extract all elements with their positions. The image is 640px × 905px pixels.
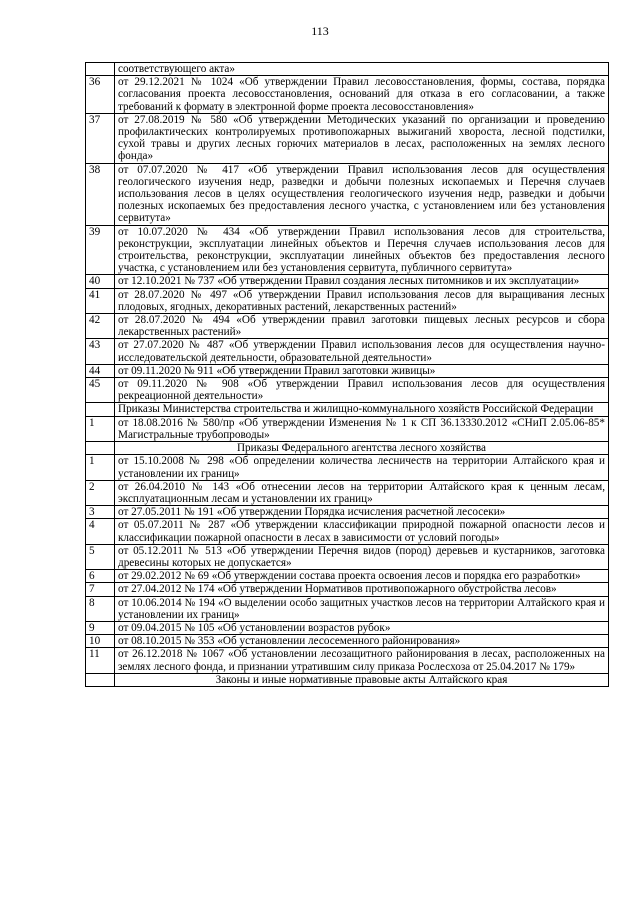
table-row (86, 519, 609, 544)
row-number: 6 (86, 570, 115, 583)
act-description: от 08.10.2015 № 353 «Об установлении лесосеменного районирования» (115, 635, 609, 648)
row-number: 41 (86, 288, 115, 313)
table-row (86, 288, 609, 313)
table-row (86, 570, 609, 583)
act-description: от 07.07.2020 № 417 «Об утверждении Правил использования лесов для осуществления геологического изучения недр, разведки и добычи полезных ископаемых и Перечня случаев использования лесов в целях осуществления геологического изучения недр, разведки и добычи полезных ископаемых без предоставления лесного участка, с установлением или без установления сервитута» (115, 163, 609, 225)
row-number: 4 (86, 519, 115, 544)
table-row (86, 403, 609, 416)
row-number: 36 (86, 76, 115, 114)
table-row (86, 275, 609, 288)
act-description: от 27.05.2011 № 191 «Об утверждении Порядка исчисления расчетной лесосеки» (115, 506, 609, 519)
row-number: 40 (86, 275, 115, 288)
table-row (86, 544, 609, 569)
act-description: от 27.08.2019 № 580 «Об утверждении Методических указаний по организации и проведению профилактических контролируемых противопожарных выжиганий хвороста, лесной подстилки, сухой травы и других лесных горючих материалов в лесах, расположенных на землях лесного фонда» (115, 113, 609, 163)
section-heading: Приказы Федерального агентства лесного хозяйства (115, 442, 609, 455)
act-description: от 05.12.2011 № 513 «Об утверждении Перечня видов (пород) деревьев и кустарников, заготовка древесины которых не допускается» (115, 544, 609, 569)
table-row (86, 76, 609, 114)
table-row (86, 314, 609, 339)
table-row (86, 635, 609, 648)
table-row (86, 621, 609, 634)
table-row (86, 378, 609, 403)
act-description: от 26.04.2010 № 143 «Об отнесении лесов на территории Алтайского края к ценным лесам, эксплуатационным лесам и установлении их границ» (115, 480, 609, 505)
row-number: 43 (86, 339, 115, 364)
row-number: 11 (86, 648, 115, 673)
act-description: от 26.12.2018 № 1067 «Об установлении лесозащитного районирования в лесах, расположенных на землях лесного фонда, и признании утратившим силу приказа Рослесхоза от 25.04.2017 № 179» (115, 648, 609, 673)
row-number (86, 63, 115, 76)
row-number: 7 (86, 583, 115, 596)
act-description: от 05.07.2011 № 287 «Об утверждении классификации природной пожарной опасности лесов и классификации пожарной опасности в лесах в зависимости от условий погоды» (115, 519, 609, 544)
act-description: от 10.06.2014 № 194 «О выделении особо защитных участков лесов на территории Алтайского края и установлении их границ» (115, 596, 609, 621)
row-number: 1 (86, 455, 115, 480)
row-number: 37 (86, 113, 115, 163)
act-description: от 29.02.2012 № 69 «Об утверждении состава проекта освоения лесов и порядка его разработки» (115, 570, 609, 583)
row-number: 9 (86, 621, 115, 634)
row-number: 38 (86, 163, 115, 225)
page-number: 113 (311, 24, 329, 38)
section-heading-row (86, 673, 609, 686)
table-row (86, 480, 609, 505)
act-description: Приказы Министерства строительства и жилищно-коммунального хозяйств Российской Федерации (115, 403, 609, 416)
act-description: от 27.04.2012 № 174 «Об утверждении Нормативов противопожарного обустройства лесов» (115, 583, 609, 596)
legal-acts-table-body (86, 63, 609, 687)
row-number: 42 (86, 314, 115, 339)
act-description: от 09.11.2020 № 908 «Об утверждении Правил использования лесов для осуществления рекреационной деятельности» (115, 378, 609, 403)
act-description: от 28.07.2020 № 494 «Об утверждении правил заготовки пищевых лесных ресурсов и сбора лекарственных растений» (115, 314, 609, 339)
table-row (86, 583, 609, 596)
table-row (86, 596, 609, 621)
act-description: от 18.08.2016 № 580/пр «Об утверждении Изменения № 1 к СП 36.13330.2012 «СНиП 2.05.06-85* Магистральные трубопроводы» (115, 416, 609, 441)
row-number (86, 673, 115, 686)
act-description: от 10.07.2020 № 434 «Об утверждении Правил использования лесов для строительства, реконструкции, эксплуатации линейных объектов и Перечня случаев использования лесов для строительства, реконструкции, эксплуатации линейных объектов без предоставления лесного участка, с установлением или без установления сервитута, публичного сервитута» (115, 225, 609, 275)
table-row (86, 339, 609, 364)
act-description: от 15.10.2008 № 298 «Об определении количества лесничеств на территории Алтайского края и установлении их границ» (115, 455, 609, 480)
table-row (86, 506, 609, 519)
table-row (86, 225, 609, 275)
table-row (86, 163, 609, 225)
table-row (86, 455, 609, 480)
section-heading: Законы и иные нормативные правовые акты Алтайского края (115, 673, 609, 686)
row-number: 45 (86, 378, 115, 403)
table-row (86, 364, 609, 377)
legal-acts-table (85, 62, 609, 687)
row-number: 44 (86, 364, 115, 377)
act-description: соответствующего акта» (115, 63, 609, 76)
row-number (86, 442, 115, 455)
table-row (86, 63, 609, 76)
row-number: 5 (86, 544, 115, 569)
section-heading-row (86, 442, 609, 455)
row-number (86, 403, 115, 416)
table-row (86, 648, 609, 673)
act-description: от 09.11.2020 № 911 «Об утверждении Правил заготовки живицы» (115, 364, 609, 377)
act-description: от 12.10.2021 № 737 «Об утверждении Правил создания лесных питомников и их эксплуатации» (115, 275, 609, 288)
row-number: 3 (86, 506, 115, 519)
act-description: от 27.07.2020 № 487 «Об утверждении Правил использования лесов для осуществления научно-исследовательской деятельности, образовательной деятельности» (115, 339, 609, 364)
act-description: от 09.04.2015 № 105 «Об установлении возрастов рубок» (115, 621, 609, 634)
row-number: 2 (86, 480, 115, 505)
act-description: от 28.07.2020 № 497 «Об утверждении Правил использования лесов для выращивания лесных плодовых, ягодных, декоративных растений, лекарственных растений» (115, 288, 609, 313)
table-row (86, 113, 609, 163)
row-number: 39 (86, 225, 115, 275)
row-number: 10 (86, 635, 115, 648)
act-description: от 29.12.2021 № 1024 «Об утверждении Правил лесовосстановления, формы, состава, порядка согласования проекта лесовосстановления, оснований для отказа в его согласовании, а также требований к формату в электронной форме проекта лесовосстановления» (115, 76, 609, 114)
row-number: 1 (86, 416, 115, 441)
table-row (86, 416, 609, 441)
row-number: 8 (86, 596, 115, 621)
